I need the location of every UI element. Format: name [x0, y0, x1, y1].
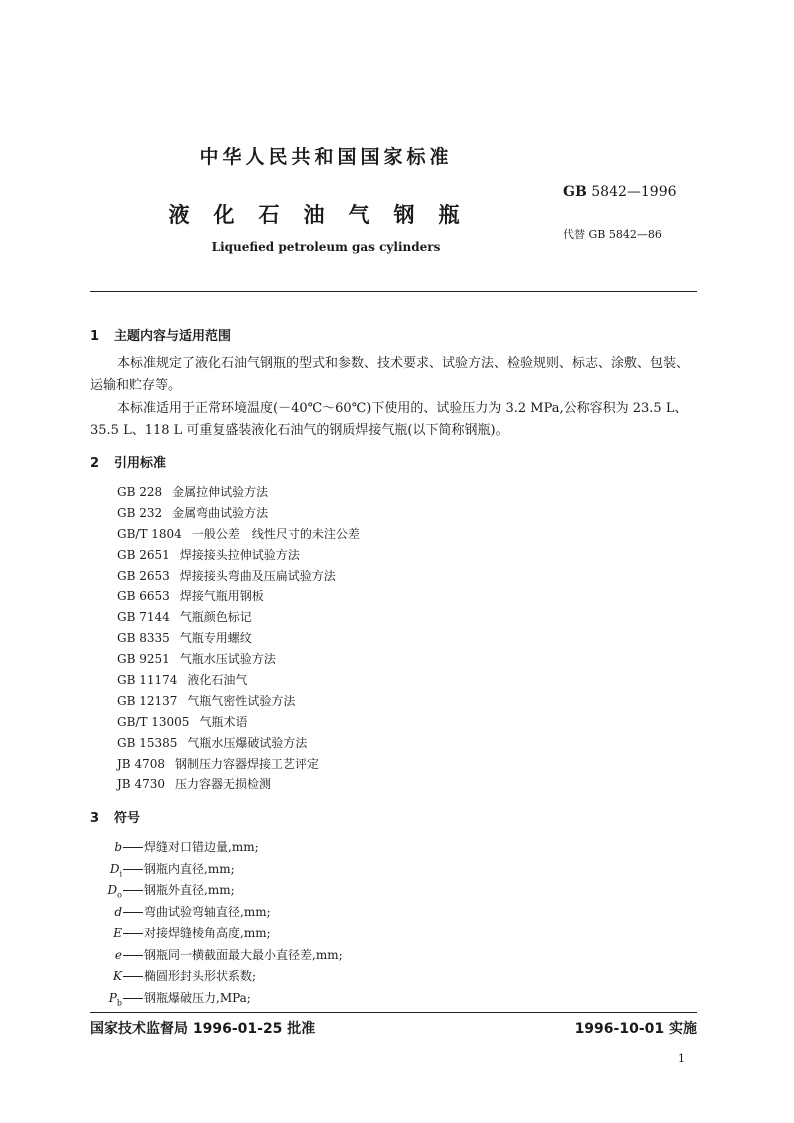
symbol: $D_i$	[109, 861, 122, 878]
symbol: E	[113, 926, 122, 940]
reference-code: GB 8335	[117, 631, 170, 646]
list-item	[117, 566, 360, 587]
em-dash	[123, 955, 143, 956]
reference-title: 气瓶水压试验方法	[179, 652, 276, 667]
symbol-description: 钢瓶外直径,mm;	[144, 883, 235, 897]
list-item	[117, 482, 360, 503]
symbol-description: 焊缝对口错边量,mm;	[144, 840, 259, 854]
reference-title: 金属弯曲试验方法	[172, 505, 269, 520]
symbol: b	[114, 840, 122, 854]
reference-code: JB 4730	[117, 777, 165, 792]
symbol-description: 钢瓶内直径,mm;	[144, 861, 235, 876]
standard-prefix: GB	[563, 184, 587, 200]
symbol: $P_b$	[108, 990, 122, 1007]
list-item	[117, 524, 360, 545]
reference-code: GB 15385	[117, 735, 178, 750]
reference-title: 焊接接头弯曲及压扁试验方法	[179, 568, 336, 583]
reference-title: 液化石油气	[187, 673, 248, 688]
symbol-description: 椭圆形封头形状系数;	[144, 969, 257, 983]
section-number: 3	[90, 811, 100, 826]
reference-code: GB 11174	[117, 673, 178, 688]
header-divider	[90, 291, 697, 292]
list-item	[117, 545, 360, 566]
symbol-description: 对接焊缝棱角高度,mm;	[144, 926, 271, 940]
list-item	[117, 754, 360, 775]
em-dash	[123, 912, 143, 913]
section-1-paragraph-2: 本标准适用于正常环境温度(－40℃～60℃)下使用的、试验压力为 3.2 MPa,公称容积为 23.5 L、35.5 L、118 L 可重复盛装液化石油气的钢质焊接气瓶(以下简称钢瓶)。	[90, 401, 688, 438]
list-item	[117, 607, 360, 628]
reference-title: 气瓶水压爆破试验方法	[187, 735, 308, 750]
reference-code: GB 228	[117, 485, 163, 499]
standard-code: 5842—1996	[591, 184, 677, 200]
symbol-description: 弯曲试验弯轴直径,mm;	[144, 904, 271, 919]
national-standard-title: 中华人民共和国国家标准	[199, 146, 453, 168]
list-item	[117, 503, 360, 524]
em-dash	[123, 976, 143, 977]
symbol-description: 钢瓶爆破压力,MPa;	[144, 990, 251, 1005]
list-item	[90, 880, 490, 902]
section-title: 主题内容与适用范围	[114, 329, 232, 344]
section-heading-1	[90, 325, 231, 344]
document-subtitle: Liquefied petroleum gas cylinders	[211, 240, 441, 254]
reference-code: JB 4708	[117, 756, 165, 771]
em-dash	[123, 933, 143, 934]
list-item	[117, 691, 360, 712]
section-heading-2	[90, 452, 166, 471]
reference-list	[117, 482, 360, 795]
list-item	[90, 902, 490, 924]
effective-date: 1996-10-01 实施	[574, 1021, 697, 1037]
reference-title: 气瓶气密性试验方法	[187, 693, 296, 708]
em-dash	[123, 998, 143, 999]
reference-code: GB/T 13005	[117, 714, 190, 729]
reference-title: 气瓶颜色标记	[179, 610, 252, 625]
em-dash	[123, 890, 143, 891]
reference-code: GB 232	[117, 505, 163, 520]
symbol-description: 钢瓶同一横截面最大最小直径差,mm;	[144, 947, 343, 962]
approval-date: 国家技术监督局 1996-01-25 批准	[90, 1021, 316, 1037]
symbol: $D_o$	[107, 883, 122, 900]
reference-title: 焊接接头拉伸试验方法	[179, 547, 300, 562]
list-item	[117, 628, 360, 649]
reference-title: 一般公差 线性尺寸的未注公差	[191, 526, 360, 541]
reference-code: GB 12137	[117, 693, 178, 708]
list-item	[117, 733, 360, 754]
list-item	[90, 945, 490, 967]
replaces-standard: 代替 GB 5842—86	[563, 228, 662, 241]
symbol: e	[114, 947, 122, 962]
em-dash	[123, 869, 143, 870]
page-number: 1	[678, 1052, 685, 1065]
list-item	[90, 837, 490, 859]
section-number: 1	[90, 329, 100, 344]
reference-code: GB 2651	[117, 547, 170, 562]
standard-number	[563, 184, 677, 200]
reference-title: 气瓶专用螺纹	[179, 631, 252, 646]
section-1-paragraph-1: 本标准规定了液化石油气钢瓶的型式和参数、技术要求、试验方法、检验规则、标志、涂敷、包装、运输和贮存等。	[90, 356, 690, 393]
list-item	[117, 586, 360, 607]
list-item	[117, 649, 360, 670]
section-number: 2	[90, 456, 100, 471]
symbol: d	[114, 904, 122, 919]
reference-code: GB/T 1804	[117, 526, 182, 541]
reference-title: 钢制压力容器焊接工艺评定	[174, 756, 319, 771]
reference-title: 气瓶术语	[199, 714, 248, 729]
symbol-list	[90, 837, 490, 1009]
section-title: 引用标准	[114, 456, 167, 471]
reference-code: GB 7144	[117, 610, 170, 625]
list-item	[90, 988, 490, 1010]
reference-code: GB 2653	[117, 568, 170, 583]
reference-code: GB 6653	[117, 589, 170, 604]
em-dash	[123, 847, 143, 848]
list-item	[90, 966, 490, 988]
section-title: 符号	[114, 811, 141, 826]
list-item	[117, 670, 360, 691]
list-item	[90, 923, 490, 945]
reference-title: 压力容器无损检测	[174, 777, 271, 792]
section-heading-3	[90, 807, 140, 826]
list-item	[117, 774, 360, 795]
list-item	[117, 712, 360, 733]
reference-title: 焊接气瓶用钢板	[179, 589, 264, 604]
reference-code: GB 9251	[117, 652, 170, 667]
document-title: 液化石油气钢瓶	[168, 203, 484, 227]
reference-title: 金属拉伸试验方法	[172, 485, 269, 499]
symbol: K	[113, 969, 122, 983]
list-item	[90, 859, 490, 881]
footer-divider	[90, 1012, 697, 1013]
